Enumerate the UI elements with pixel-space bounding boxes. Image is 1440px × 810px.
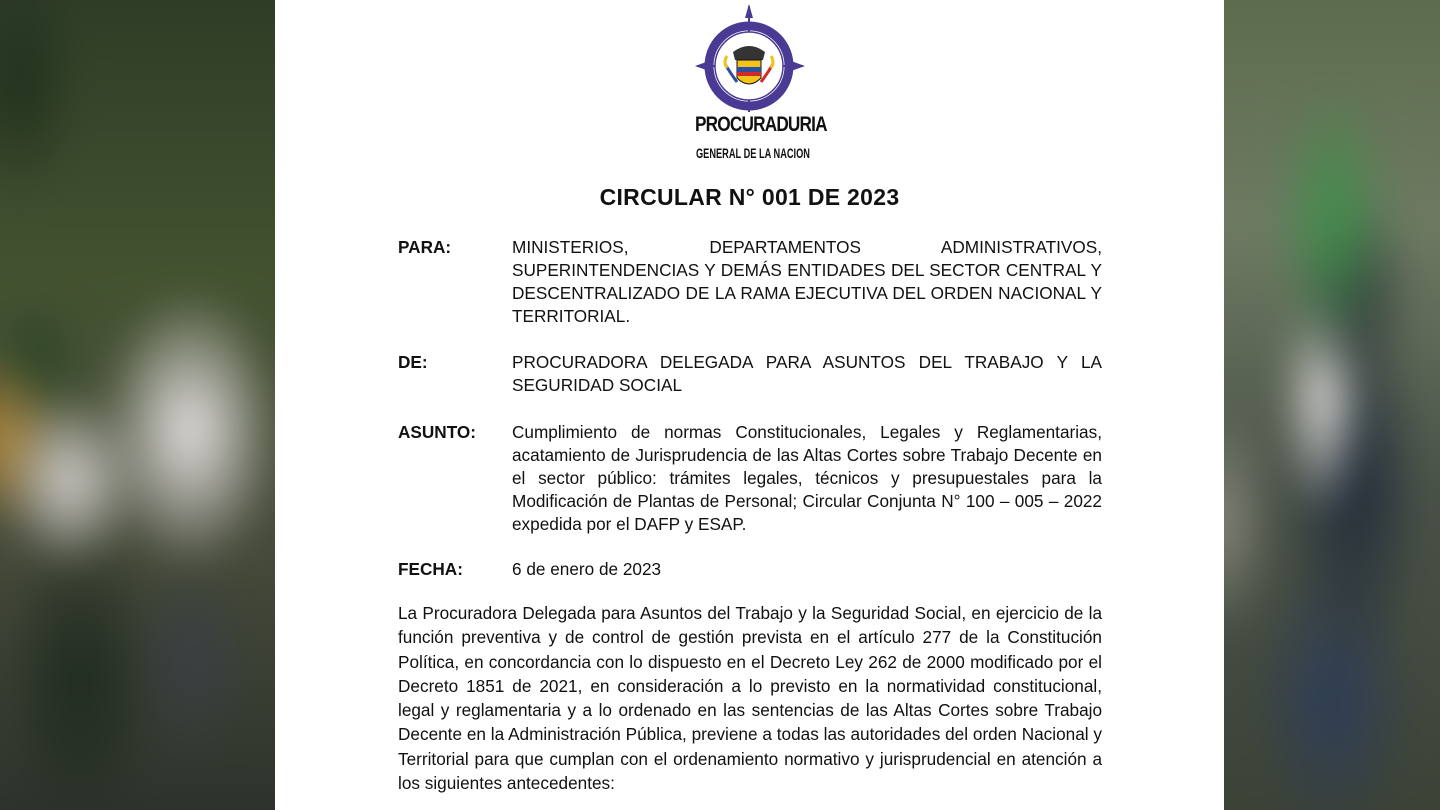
field-fecha-label: FECHA:	[398, 559, 463, 579]
field-fecha	[398, 558, 1102, 581]
field-de-label: DE:	[398, 352, 428, 372]
field-para-value: MINISTERIOS, DEPARTAMENTOS ADMINISTRATIVOS, SUPERINTENDENCIAS Y DEMÁS ENTIDADES DEL SECTOR CENTRAL Y DESCENTRALIZADO DE LA RAMA EJECUTIVA DEL ORDEN NACIONAL Y TERRITORIAL.	[512, 237, 1102, 326]
field-de-value: PROCURADORA DELEGADA PARA ASUNTOS DEL TRABAJO Y LA SEGURIDAD SOCIAL	[512, 352, 1102, 395]
body-paragraph: La Procuradora Delegada para Asuntos del Trabajo y la Seguridad Social, en ejercicio de la función preventiva y de control de gestión prevista en el artículo 277 de la Constitución Política, en concordancia con lo dispuesto en el Decreto Ley 262 de 2000 modificado por el Decreto 1851 de 2021, en consideración a lo previsto en la normatividad constitucional, legal y reglamentaria y a lo ordenado en las sentencias de las Altas Cortes sobre Trabajo Decente en la Administración Pública, previene a todas las autoridades del orden Nacional y Territorial para que cumplan con el ordenamiento normativo y jurisprudencial en atención a los siguientes antecedentes:	[398, 603, 1102, 794]
blurred-background-right	[1223, 0, 1440, 810]
procuraduria-logo	[683, 4, 827, 164]
field-para	[398, 236, 1102, 328]
compass-emblem-icon	[683, 4, 813, 114]
field-fecha-value: 6 de enero de 2023	[512, 559, 662, 579]
logo-subtitle: GENERAL DE LA NACION	[696, 145, 810, 161]
field-de	[398, 351, 1102, 397]
document-page	[275, 0, 1224, 810]
logo-title: PROCURADURIA	[695, 113, 827, 136]
field-asunto-label: ASUNTO:	[398, 422, 476, 442]
field-asunto	[398, 421, 1102, 536]
blurred-background-left	[0, 0, 275, 810]
document-title: CIRCULAR N° 001 DE 2023	[599, 184, 900, 210]
field-asunto-value: Cumplimiento de normas Constitucionales, Legales y Reglamentarias, acatamiento de Jurisprudencia de las Altas Cortes sobre Trabajo Decente en el sector público: trámites legales, técnicos y presupuestales para la Modificación de Plantas de Personal; Circular Conjunta N° 100 – 005 – 2022 expedida por el DAFP y ESAP.	[512, 422, 1102, 534]
field-para-label: PARA:	[398, 237, 452, 257]
